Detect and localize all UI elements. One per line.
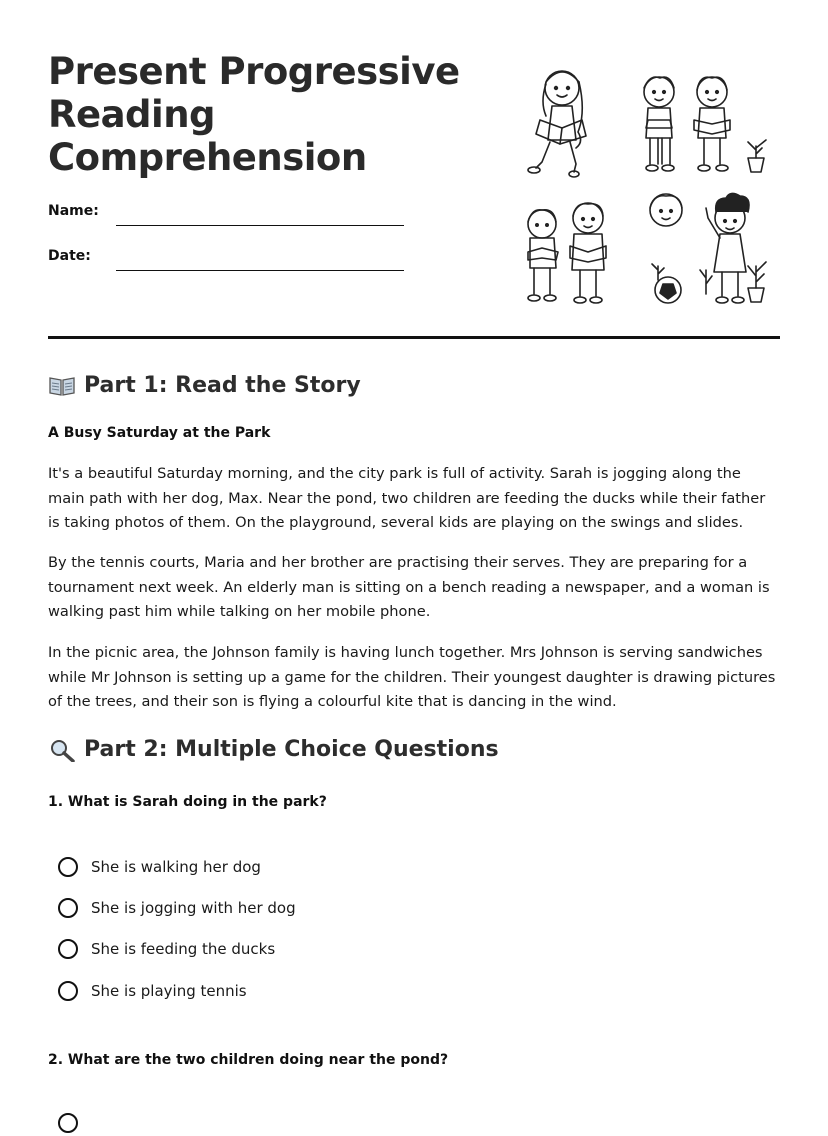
- worksheet-header: [48, 0, 780, 340]
- name-write-line[interactable]: [116, 225, 404, 226]
- part1-heading-text: Part 1: Read the Story: [84, 373, 361, 398]
- question-1: 1. What is Sarah doing in the park?: [48, 794, 327, 810]
- story-paragraph-2: By the tennis courts, Maria and her brother are practising their serves. They are preparing for a tournament next week. An elderly man is sitting on a bench reading a newspaper, and a woman is walking past him while talking on her mobile phone.: [48, 554, 770, 620]
- girl-reading-figure: [528, 71, 586, 177]
- potted-plant-icon-2: [700, 262, 766, 302]
- date-write-line[interactable]: [116, 270, 404, 271]
- option-label: She is feeding the ducks: [91, 940, 276, 958]
- girl-waving-figure: [706, 193, 749, 303]
- radio-circle[interactable]: [58, 1113, 78, 1133]
- option-label: She is playing tennis: [91, 982, 247, 1000]
- potted-plant-icon: [748, 140, 766, 172]
- question-2: 2. What are the two children doing near the pond?: [48, 1052, 449, 1068]
- question-1-option-c[interactable]: [58, 936, 275, 962]
- boy-reading-figure-3: [528, 210, 558, 301]
- worksheet-page: [48, 0, 780, 1068]
- book-icon: [48, 374, 76, 398]
- title-line-1: Present Progressive: [48, 50, 460, 93]
- header-divider: [48, 336, 780, 339]
- radio-circle[interactable]: [58, 857, 78, 877]
- soccer-ball-icon: [655, 277, 681, 303]
- question-2-option-a[interactable]: [58, 1110, 78, 1136]
- option-label: She is walking her dog: [91, 858, 261, 876]
- boy-reading-figure-1: [644, 77, 674, 171]
- page-title: [48, 50, 468, 179]
- option-label: She is jogging with her dog: [91, 899, 296, 917]
- boy-reading-figure-2: [694, 77, 730, 171]
- radio-circle[interactable]: [58, 981, 78, 1001]
- child-head-figure: [650, 194, 682, 226]
- name-field[interactable]: [48, 203, 408, 233]
- name-label: Name:: [48, 203, 99, 219]
- magnifying-glass-icon: [48, 738, 76, 762]
- title-line-2: Reading: [48, 93, 216, 136]
- radio-circle[interactable]: [58, 898, 78, 918]
- radio-circle[interactable]: [58, 939, 78, 959]
- date-field[interactable]: [48, 248, 408, 278]
- title-line-3: Comprehension: [48, 136, 367, 179]
- question-1-option-a[interactable]: [58, 854, 261, 880]
- date-label: Date:: [48, 248, 91, 264]
- story-paragraph-1: It's a beautiful Saturday morning, and the city park is full of activity. Sarah is jogging along the main path with her dog, Max. Near the pond, two children are feeding the ducks while their father is taking photos of them. On the playground, several kids are playing on the swings and slides.: [48, 465, 766, 531]
- part1-heading: [48, 373, 361, 398]
- question-1-option-d[interactable]: [58, 978, 247, 1004]
- story-paragraph-3: In the picnic area, the Johnson family is having lunch together. Mrs Johnson is serving sandwiches while Mr Johnson is setting up a game for the children. Their youngest daughter is drawing pictures of the trees, and their son is flying a colourful kite that is dancing in the wind.: [48, 644, 776, 710]
- part2-heading: [48, 737, 499, 762]
- boy-reading-figure-4: [570, 203, 606, 303]
- children-reading-illustration: [526, 62, 780, 312]
- part2-heading-text: Part 2: Multiple Choice Questions: [84, 737, 499, 762]
- question-1-option-b[interactable]: [58, 895, 296, 921]
- story-title: A Busy Saturday at the Park: [48, 425, 271, 441]
